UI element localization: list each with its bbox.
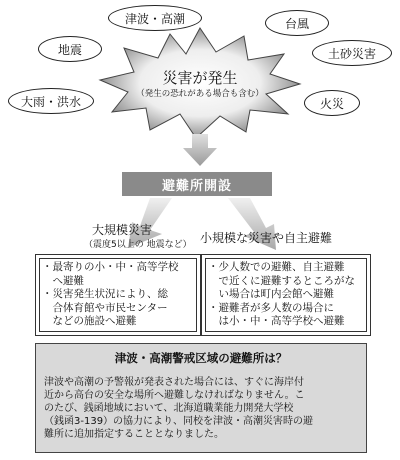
- hazard-label: 台風: [284, 16, 309, 31]
- small-scale-box: [201, 254, 371, 336]
- list-item: ・災害発生状況により、総: [42, 288, 168, 300]
- list-item: へ避難: [42, 274, 84, 287]
- large-scale-box: [35, 254, 201, 336]
- hazard-label: 火災: [319, 96, 344, 111]
- disaster-title: 災害が発生: [162, 69, 238, 87]
- hazard-label: 地震: [57, 42, 82, 57]
- hazard-label: 大雨・洪水: [20, 94, 81, 109]
- shelter-opening-heading: 避難所開設: [122, 172, 272, 196]
- list-item: などの施設へ避難: [42, 315, 137, 327]
- small-scale-heading: 小規模な災害や自主避難: [200, 231, 333, 245]
- large-scale-heading: 大規模災害: [92, 223, 153, 237]
- large-scale-note: （震度5以上の 地震など）: [84, 240, 192, 250]
- warning-area-line: 難所に追加指定することとなりました。: [44, 429, 224, 440]
- list-item: は小・中・高等学校へ避難: [208, 315, 345, 327]
- warning-area-line: 津波や高潮の予警報が発表された場合には、すぐに海岸付: [44, 377, 304, 388]
- warning-area-line: のたび、銭函地域において、北海道職業能力開発大学校: [44, 403, 294, 414]
- list-item: ・少人数での避難、自主避難: [208, 261, 345, 273]
- warning-area-title: 津波・高潮警戒区域の避難所は？: [114, 351, 288, 365]
- list-item: で近くに避難するところがな: [208, 274, 355, 287]
- warning-area-panel: [35, 343, 367, 453]
- arrow-down-icon: [180, 132, 220, 172]
- list-item: ・避難者が多人数の場合に: [208, 301, 334, 314]
- list-item: ・最寄りの小・中・高等学校: [42, 261, 179, 273]
- list-item: い場合は町内会館へ避難: [208, 288, 334, 300]
- hazard-label: 土砂災害: [327, 46, 376, 61]
- hazard-label: 津波・高潮: [124, 11, 185, 26]
- disaster-subtitle: （発生の恐れがある場合も含む）: [136, 89, 264, 99]
- warning-area-line: 近から高台の安全な場所へ避難しなければなりません。こ: [44, 390, 305, 401]
- list-item: 合体育館や市民センター: [42, 301, 168, 314]
- warning-area-line: （銭函3-139）の協力により、同校を津波・高潮災害時の避: [44, 416, 314, 427]
